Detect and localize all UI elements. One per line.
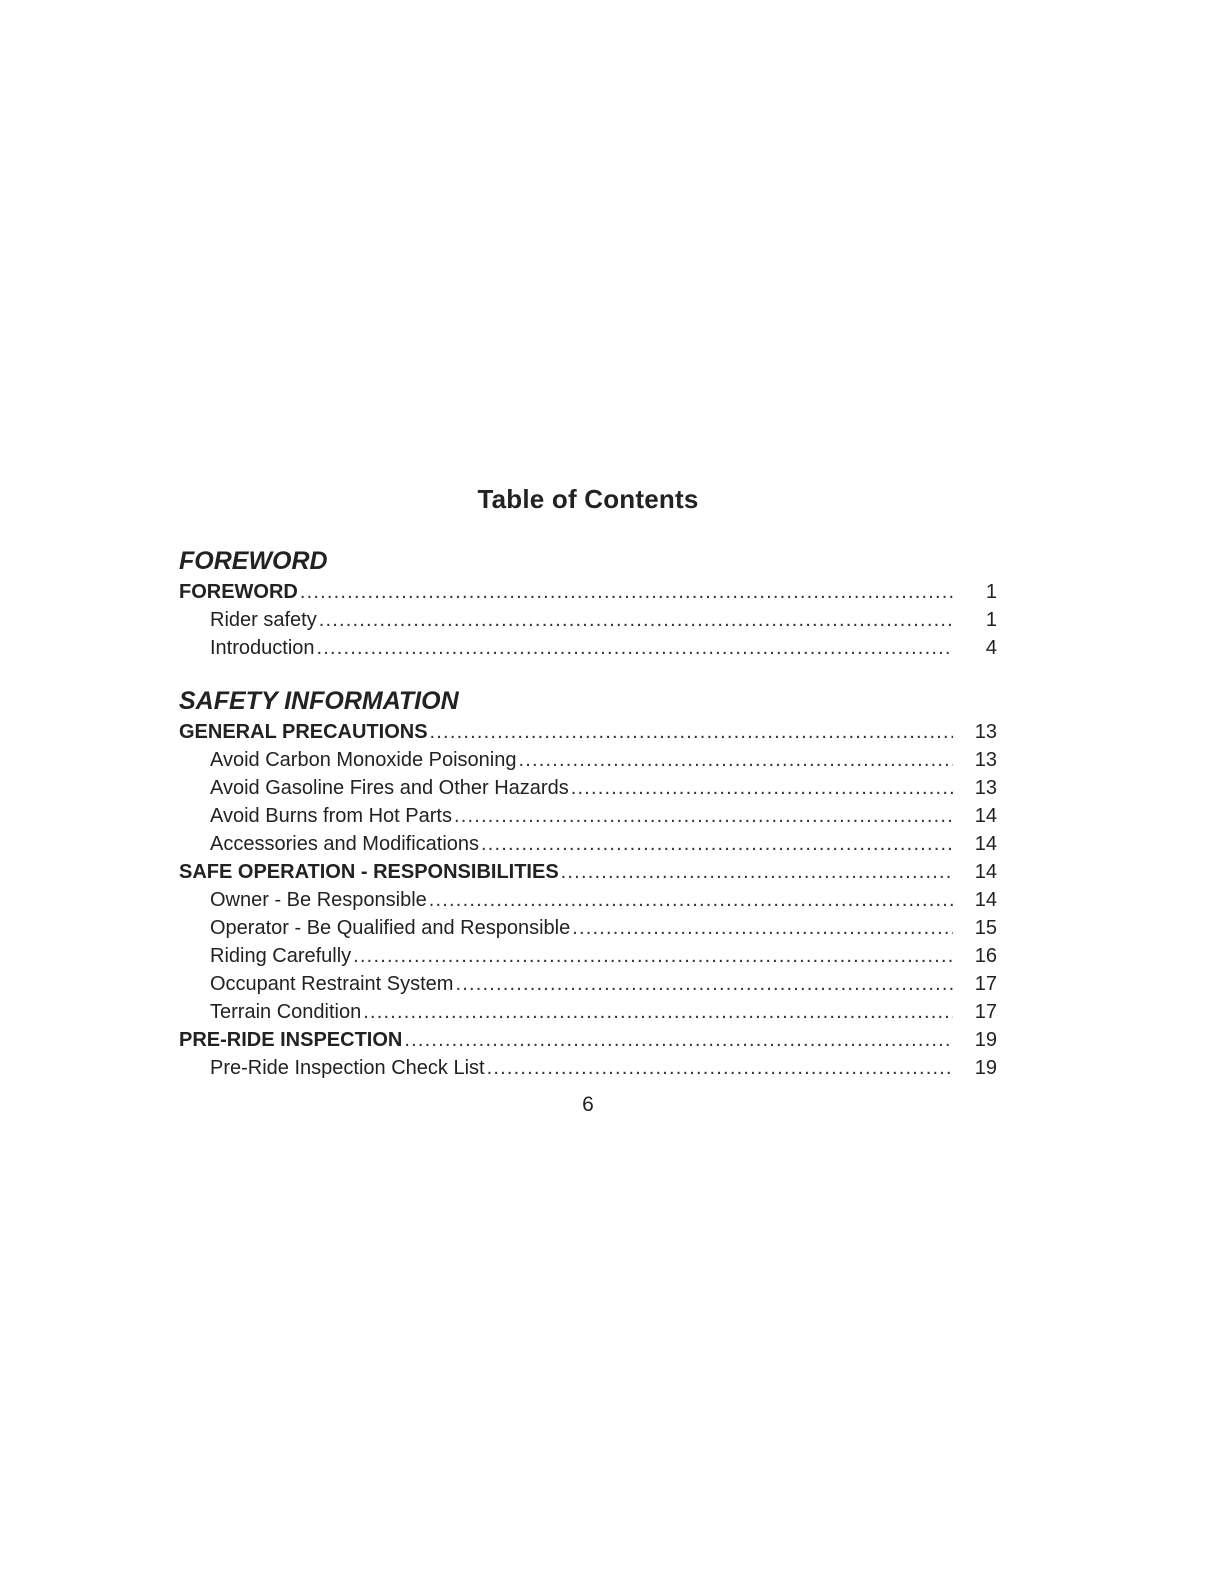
toc-entry-page: 13	[974, 721, 997, 743]
toc-entry-label: Accessories and Modifications	[210, 833, 480, 855]
dot-leader	[481, 830, 953, 858]
dot-leader	[572, 914, 953, 942]
toc-entry[interactable]	[179, 634, 999, 662]
toc-entry-page: 15	[974, 917, 997, 939]
dot-leader	[454, 802, 953, 830]
toc-entry-label: Avoid Gasoline Fires and Other Hazards	[210, 777, 569, 799]
toc-entry[interactable]	[179, 718, 999, 746]
dot-leader	[561, 858, 953, 886]
section-heading: FOREWORD	[179, 547, 328, 575]
toc-entry-page: 13	[974, 749, 997, 771]
page-title: Table of Contents	[477, 484, 699, 514]
toc-entry-page: 14	[974, 861, 997, 883]
dot-leader	[571, 774, 953, 802]
toc-entry[interactable]	[179, 774, 999, 802]
dot-leader	[519, 746, 954, 774]
dot-leader	[317, 634, 953, 662]
dot-leader	[353, 942, 953, 970]
dot-leader	[429, 886, 953, 914]
toc-entry-label: Introduction	[210, 637, 315, 659]
section-spacer	[179, 662, 999, 684]
toc-entry-label: Avoid Carbon Monoxide Poisoning	[210, 749, 517, 771]
toc-entry-page: 19	[974, 1029, 997, 1051]
toc-entry-label: Operator - Be Qualified and Responsible	[210, 917, 571, 939]
toc-entry-page: 13	[974, 777, 997, 799]
section-heading: SAFETY INFORMATION	[179, 687, 459, 715]
toc-entry[interactable]	[179, 942, 999, 970]
toc-entry-page: 14	[974, 805, 997, 827]
toc-entry-page: 19	[974, 1057, 997, 1079]
dot-leader	[404, 1026, 953, 1054]
toc-entry-page: 14	[974, 889, 997, 911]
toc-entry[interactable]	[179, 802, 999, 830]
toc-entry-label: Rider safety	[210, 609, 317, 631]
toc-entry-page: 1	[985, 609, 997, 631]
toc-entry[interactable]	[179, 1054, 999, 1082]
toc-entry[interactable]	[179, 970, 999, 998]
toc-entry-label: Avoid Burns from Hot Parts	[210, 805, 452, 827]
toc-entry-label: Owner - Be Responsible	[210, 889, 427, 911]
toc-entry[interactable]	[179, 1026, 999, 1054]
toc-entry[interactable]	[179, 830, 999, 858]
toc-entry-label: PRE-RIDE INSPECTION	[179, 1029, 403, 1051]
toc-entry-page: 1	[985, 581, 997, 603]
toc-entry[interactable]	[179, 578, 999, 606]
dot-leader	[430, 718, 953, 746]
dot-leader	[319, 606, 953, 634]
dot-leader	[455, 970, 953, 998]
toc-entry[interactable]	[179, 746, 999, 774]
toc-entry-label: FOREWORD	[179, 581, 298, 603]
dot-leader	[487, 1054, 953, 1082]
toc-entry[interactable]	[179, 858, 999, 886]
toc-entry-page: 14	[974, 833, 997, 855]
toc-entry-page: 17	[974, 1001, 997, 1023]
toc-entry-label: SAFE OPERATION - RESPONSIBILITIES	[179, 861, 559, 883]
toc-entry[interactable]	[179, 914, 999, 942]
toc-entry-page: 16	[974, 945, 997, 967]
toc-entry-label: Riding Carefully	[210, 945, 352, 967]
page-number: 6	[582, 1093, 594, 1116]
toc-entry[interactable]	[179, 606, 999, 634]
toc-entry-label: Pre-Ride Inspection Check List	[210, 1057, 485, 1079]
dot-leader	[363, 998, 953, 1026]
dot-leader	[300, 578, 953, 606]
toc-entry-page: 17	[974, 973, 997, 995]
toc-entry[interactable]	[179, 886, 999, 914]
toc-entry-label: GENERAL PRECAUTIONS	[179, 721, 428, 743]
table-of-contents	[179, 544, 999, 1082]
toc-entry[interactable]	[179, 998, 999, 1026]
toc-entry-label: Terrain Condition	[210, 1001, 362, 1023]
toc-entry-page: 4	[985, 637, 997, 659]
toc-entry-label: Occupant Restraint System	[210, 973, 454, 995]
